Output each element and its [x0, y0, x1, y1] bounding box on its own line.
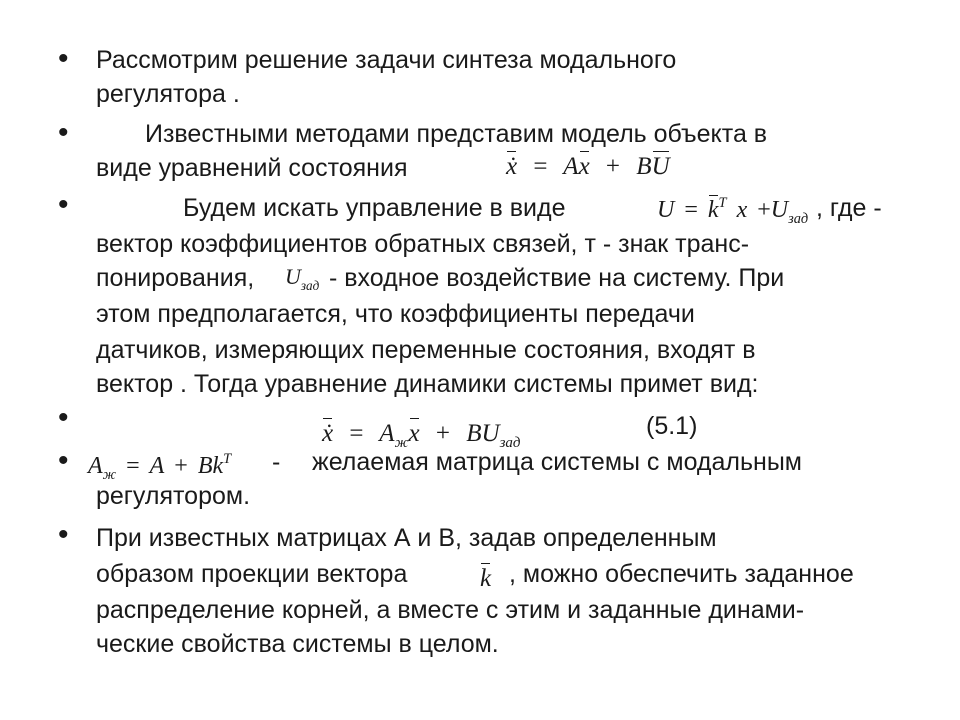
text-line: датчиков, измеряющих переменные состояния, входят в: [96, 336, 756, 364]
text-line: регулятором.: [96, 482, 251, 510]
math-symbol: =: [533, 153, 548, 180]
math-symbol: k: [707, 197, 719, 223]
math-symbol: ж: [394, 435, 409, 451]
math-symbol: =: [684, 197, 698, 223]
math-symbol: зад: [788, 211, 809, 227]
state-equation: [506, 154, 670, 179]
math-symbol: =: [349, 420, 364, 447]
math-symbol: +: [757, 197, 771, 223]
vector-k: [480, 566, 491, 591]
math-symbol: +: [435, 420, 450, 447]
text-line: Будем искать управление в виде: [183, 194, 566, 222]
bullet-marker: •: [58, 42, 69, 75]
bullet-marker: •: [58, 444, 69, 477]
desired-matrix: [88, 452, 231, 482]
text-line: этом предполагается, что коэффициенты передачи: [96, 300, 695, 328]
math-symbol: B: [466, 420, 482, 447]
text-line: распределение корней, а вместе с этим и заданные динами-: [96, 596, 805, 624]
math-symbol: U: [651, 153, 670, 180]
math-symbol: U: [285, 264, 301, 289]
equation-number: (5.1): [646, 412, 698, 440]
input-signal: [285, 266, 319, 292]
control-law: [657, 196, 808, 226]
math-symbol: A: [379, 420, 395, 447]
math-symbol: A: [149, 453, 165, 479]
bullet-marker: •: [58, 401, 69, 434]
text-line: понирования,: [96, 264, 255, 292]
math-symbol: T: [223, 451, 232, 467]
math-symbol: T: [718, 195, 727, 211]
bullet-marker: •: [58, 518, 69, 551]
math-symbol: U: [770, 197, 789, 223]
math-symbol: ж: [102, 467, 117, 483]
text-line: -: [272, 448, 281, 476]
math-symbol: x: [736, 197, 748, 223]
math-symbol: U: [657, 197, 675, 223]
math-symbol: B: [197, 453, 213, 479]
bullet-marker: •: [58, 116, 69, 149]
text-line: регулятора .: [96, 80, 240, 108]
text-line: Рассмотрим решение задачи синтеза модального: [96, 46, 677, 74]
text-line: вектор коэффициентов обратных связей, т - знак транс-: [96, 230, 750, 258]
text-line: образом проекции вектора: [96, 560, 408, 588]
math-symbol: A: [563, 153, 579, 180]
text-line: Известными методами представим модель объекта в: [145, 120, 768, 148]
text-line: , можно обеспечить заданное: [509, 560, 854, 588]
math-symbol: x: [408, 420, 420, 447]
bullet-marker: •: [58, 188, 69, 221]
math-symbol: B: [636, 153, 652, 180]
math-symbol: U: [481, 420, 500, 447]
math-symbol: ẋ: [506, 153, 518, 180]
text-line: виде уравнений состояния: [96, 154, 408, 182]
math-symbol: k: [480, 565, 492, 592]
text-line: желаемая матрица системы с модальным: [312, 448, 802, 476]
math-symbol: A: [88, 453, 103, 479]
text-line: вектор . Тогда уравнение динамики системы примет вид:: [96, 370, 759, 398]
math-symbol: зад: [300, 278, 320, 293]
math-symbol: +: [174, 453, 188, 479]
math-symbol: зад: [499, 435, 521, 451]
text-line: , где -: [816, 194, 882, 222]
text-line: ческие свойства системы в целом.: [96, 630, 499, 658]
text-line: При известных матрицах А и В, задав определенным: [96, 524, 717, 552]
math-symbol: x: [578, 153, 590, 180]
text-line: - входное воздействие на систему. При: [329, 264, 785, 292]
math-symbol: +: [605, 153, 621, 180]
math-symbol: =: [126, 453, 140, 479]
math-symbol: k: [212, 453, 224, 479]
math-symbol: ẋ: [322, 420, 334, 447]
